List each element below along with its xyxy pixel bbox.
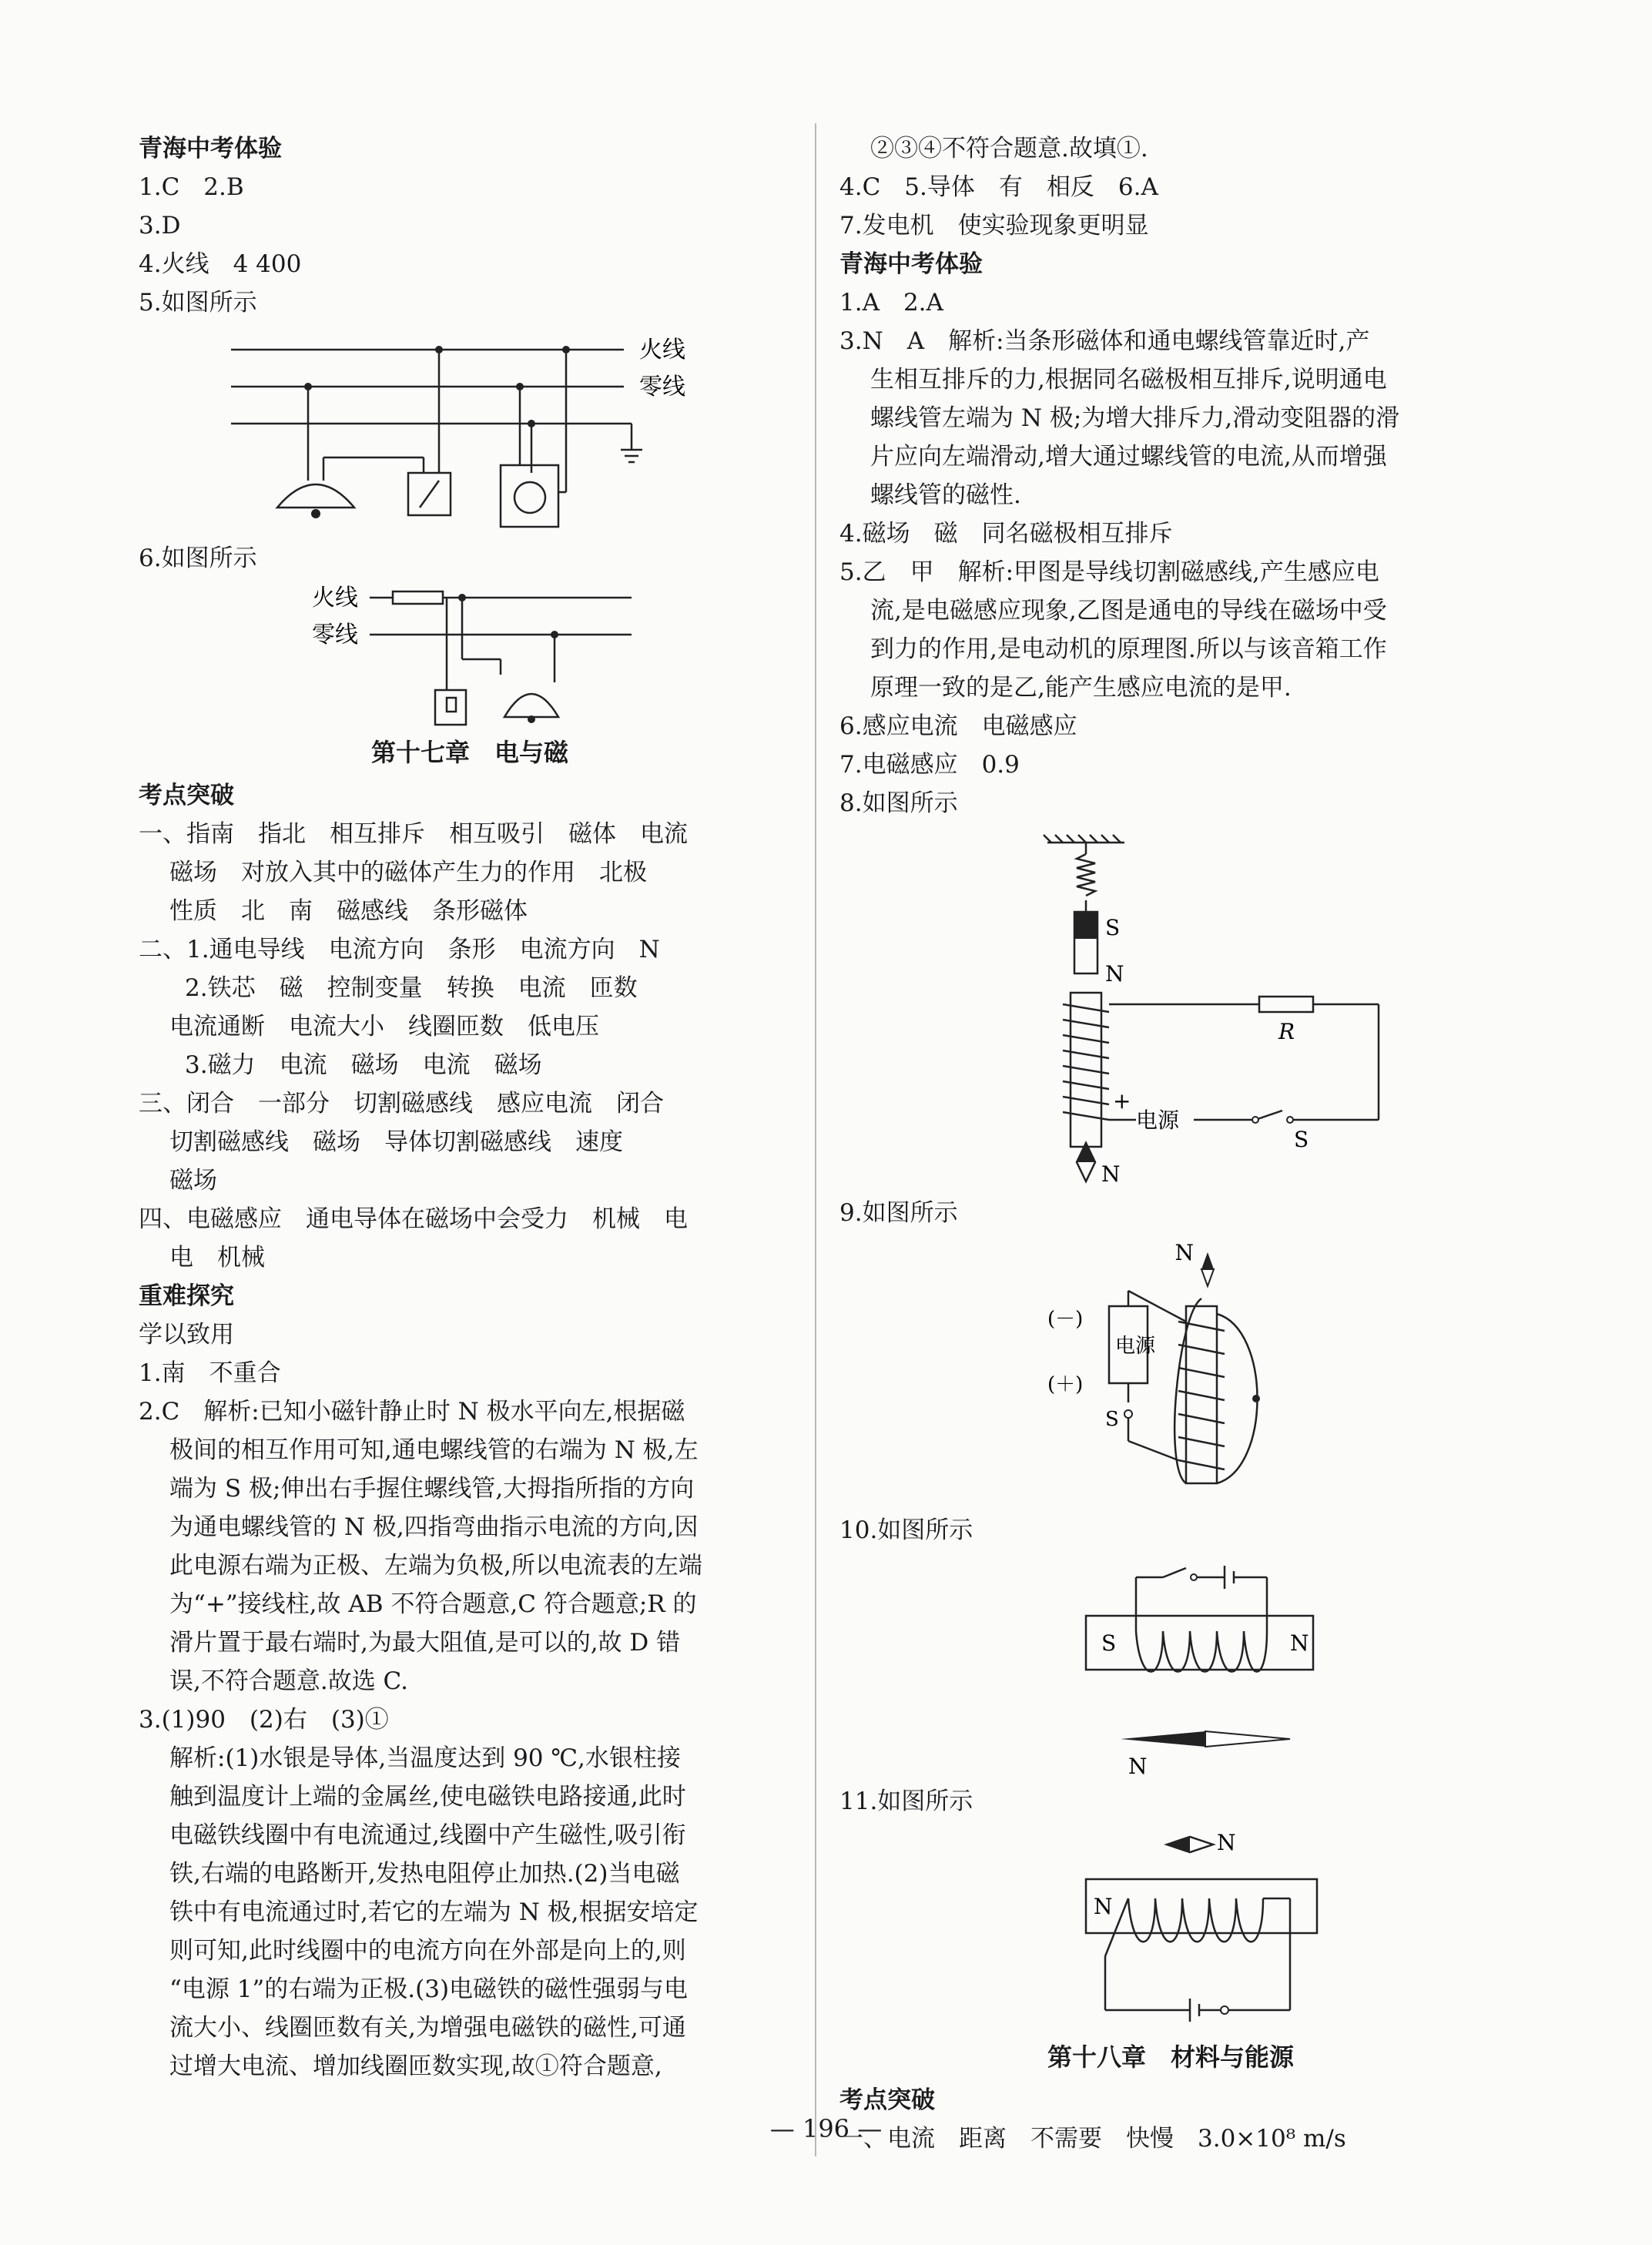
answer-line: 6.如图所示 <box>139 544 257 572</box>
answer-line: 3.磁力 电流 磁场 电流 磁场 <box>185 1051 542 1079</box>
electromagnet-spring-figure-8 <box>839 827 1502 1189</box>
answer-line: 一、电流 距离 不需要 快慢 3.0×10⁸ m/s <box>839 2125 1346 2153</box>
answer-line: 性质 北 南 磁感线 条形磁体 <box>169 897 528 925</box>
answer-line: 此电源右端为正极、左端为负极,所以电流表的左端 <box>169 1552 702 1580</box>
answer-line: 电 机械 <box>169 1244 265 1272</box>
column-divider <box>815 123 816 2156</box>
answer-line: 8.如图所示 <box>839 789 958 817</box>
plus-label: (＋) <box>1047 1373 1084 1396</box>
answer-line: 铁,右端的电路断开,发热电阻停止加热.(2)当电磁 <box>169 1860 680 1888</box>
answer-line: 1.南 不重合 <box>139 1359 281 1387</box>
answer-line: 为通电螺线管的 N 极,四指弯曲指示电流的方向,因 <box>169 1513 699 1541</box>
answer-line: 电磁铁线圈中有电流通过,线圈中产生磁性,吸引衔 <box>169 1821 686 1849</box>
switch-label: S <box>1105 1408 1119 1431</box>
answer-line: 铁中有电流通过时,若它的左端为 N 极,根据安培定 <box>169 1898 699 1926</box>
answer-line: 二、1.通电导线 电流方向 条形 电流方向 N <box>139 936 660 963</box>
answer-line: 3.D <box>139 212 181 240</box>
answer-line: 切割磁感线 磁场 导体切割磁感线 速度 <box>169 1128 623 1156</box>
power-label: 电源 <box>1115 1335 1156 1358</box>
section-heading: 考点突破 <box>139 782 234 809</box>
left-column <box>139 129 801 2086</box>
section-heading: 重难探究 <box>139 1282 234 1310</box>
power-label: 电源 <box>1136 1107 1180 1133</box>
section-heading: 青海中考体验 <box>139 135 282 163</box>
answer-line: 原理一致的是乙,能产生感应电流的是甲. <box>870 674 1292 702</box>
solenoid-figure-11 <box>839 1825 1502 2033</box>
answer-line: 11.如图所示 <box>839 1788 973 1815</box>
answer-line: 1.C 2.B <box>139 173 244 201</box>
resistor-label: R <box>1278 1019 1295 1044</box>
n-pole-label: N <box>1094 1894 1113 1919</box>
answer-line: 5.如图所示 <box>139 289 257 317</box>
live-wire-label: 火线 <box>639 337 685 364</box>
switch-label: S <box>1294 1127 1309 1152</box>
answer-line: 1.A 2.A <box>839 289 943 317</box>
answer-line: 7.发电机 使实验现象更明显 <box>839 212 1149 240</box>
answer-line: 2.铁芯 磁 控制变量 转换 电流 匝数 <box>185 974 638 1002</box>
answer-line: 四、电磁感应 通电导体在磁场中会受力 机械 电 <box>139 1205 688 1233</box>
household-circuit-figure-5 <box>139 327 801 534</box>
right-column <box>839 129 1502 2158</box>
answer-line: 10.如图所示 <box>839 1516 973 1544</box>
answer-line: 磁场 对放入其中的磁体产生力的作用 北极 <box>169 859 647 886</box>
answer-line: 4.磁场 磁 同名磁极相互排斥 <box>839 520 1173 548</box>
answer-line: 片应向左端滑动,增大通过螺线管的电流,从而增强 <box>870 443 1387 471</box>
answer-line: 9.如图所示 <box>839 1199 958 1227</box>
answer-line: 螺线管的磁性. <box>870 481 1021 509</box>
answer-line: 流大小、线圈匝数有关,为增强电磁铁的磁性,可通 <box>169 2014 686 2042</box>
magnet-n-label: N <box>1105 961 1124 987</box>
answer-line: 7.电磁感应 0.9 <box>839 751 1020 779</box>
magnet-s-label: S <box>1105 915 1121 940</box>
chapter-title: 第十七章 电与磁 <box>370 738 568 767</box>
answer-line: 过增大电流、增加线圈匝数实现,故①符合题意, <box>169 2052 662 2080</box>
s-pole-label: S <box>1101 1630 1117 1656</box>
household-circuit-figure-6 <box>139 582 801 729</box>
answer-line: 三、闭合 一部分 切割磁感线 感应电流 闭合 <box>139 1090 664 1117</box>
answer-line: “电源 1”的右端为正极.(3)电磁铁的磁性强弱与电 <box>169 1975 689 2003</box>
answer-line: ②③④不符合题意.故填①. <box>870 135 1148 163</box>
n-label: N <box>1174 1240 1194 1265</box>
neutral-wire-label: 零线 <box>312 622 358 648</box>
minus-label: (－) <box>1047 1308 1084 1331</box>
live-wire-label: 火线 <box>312 585 358 612</box>
answer-line: 电流通断 电流大小 线圈匝数 低电压 <box>169 1013 599 1040</box>
answer-line: 到力的作用,是电动机的原理图.所以与该音箱工作 <box>870 635 1387 663</box>
answer-line: 一、指南 指北 相互排斥 相互吸引 磁体 电流 <box>139 820 688 848</box>
page-number: — 196 — <box>769 2114 883 2143</box>
answer-line: 2.C 解析:已知小磁针静止时 N 极水平向左,根据磁 <box>139 1398 685 1426</box>
answer-line: 端为 S 极;伸出右手握住螺线管,大拇指所指的方向 <box>169 1475 695 1503</box>
n-pole-label: N <box>1290 1630 1309 1656</box>
answer-line: 5.乙 甲 解析:甲图是导线切割磁感线,产生感应电 <box>839 558 1379 586</box>
answer-line: 误,不符合题意.故选 C. <box>169 1667 409 1695</box>
answer-line: 3.N A 解析:当条形磁体和通电螺线管靠近时,产 <box>839 327 1370 355</box>
answer-line: 则可知,此时线圈中的电流方向在外部是向上的,则 <box>169 1937 686 1965</box>
compass-n-label: N <box>1128 1754 1148 1778</box>
plus-label: + <box>1113 1088 1131 1114</box>
answer-line: 流,是电磁感应现象,乙图是通电的导线在磁场中受 <box>870 597 1387 625</box>
section-heading: 考点突破 <box>839 2086 935 2114</box>
subheading: 学以致用 <box>139 1321 234 1349</box>
answer-line: 3.(1)90 (2)右 (3)① <box>139 1706 389 1734</box>
answer-line: 6.感应电流 电磁感应 <box>839 712 1077 740</box>
answer-line: 解析:(1)水银是导体,当温度达到 90 ℃,水银柱接 <box>169 1744 681 1772</box>
section-heading: 青海中考体验 <box>839 250 983 278</box>
answer-line: 螺线管左端为 N 极;为增大排斥力,滑动变阻器的滑 <box>870 404 1400 432</box>
answer-line: 4.C 5.导体 有 相反 6.A <box>839 173 1158 201</box>
neutral-wire-label: 零线 <box>639 374 685 400</box>
chapter-title: 第十八章 材料与能源 <box>1047 2042 1294 2072</box>
solenoid-figure-10 <box>839 1554 1502 1778</box>
compass-n-label: N <box>1217 1830 1236 1855</box>
compass-n-label: N <box>1101 1161 1121 1187</box>
solenoid-figure-9 <box>839 1237 1502 1506</box>
answer-line: 生相互排斥的力,根据同名磁极相互排斥,说明通电 <box>870 366 1387 394</box>
answer-line: 4.火线 4 400 <box>139 250 302 278</box>
answer-line: 触到温度计上端的金属丝,使电磁铁电路接通,此时 <box>169 1783 686 1811</box>
answer-line: 为“+”接线柱,故 AB 不符合题意,C 符合题意;R 的 <box>169 1590 697 1618</box>
answer-line: 磁场 <box>169 1167 217 1195</box>
answer-line: 极间的相互作用可知,通电螺线管的右端为 N 极,左 <box>169 1436 699 1464</box>
answer-line: 滑片置于最右端时,为最大阻值,是可以的,故 D 错 <box>169 1629 681 1657</box>
